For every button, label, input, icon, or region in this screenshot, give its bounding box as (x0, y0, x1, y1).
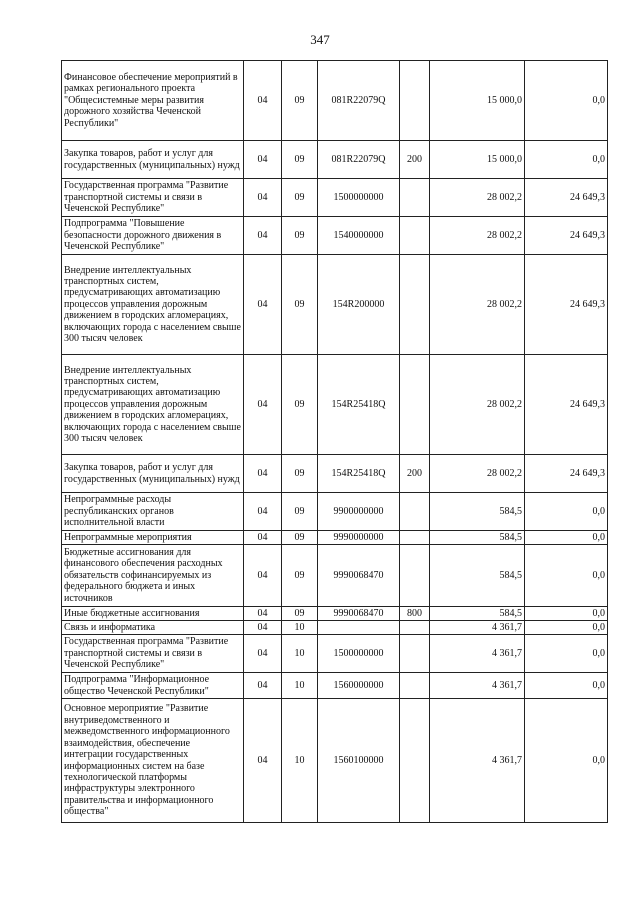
table-row (62, 217, 608, 255)
expense-name: Государственная программа "Развитие транспортной системы и связи в Чеченской Республике" (62, 635, 244, 673)
section-code: 04 (244, 621, 282, 635)
section-code: 04 (244, 699, 282, 823)
section-code: 04 (244, 635, 282, 673)
amount-second: 0,0 (525, 673, 608, 699)
section-code: 04 (244, 179, 282, 217)
expense-name: Непрограммные расходы республиканских органов исполнительной власти (62, 493, 244, 531)
amount-second: 24 649,3 (525, 355, 608, 455)
amount-second: 0,0 (525, 141, 608, 179)
target-article-code: 154R25418Q (318, 355, 400, 455)
table-row (62, 141, 608, 179)
amount-second: 0,0 (525, 699, 608, 823)
target-article-code: 9900000000 (318, 493, 400, 531)
amount-second: 0,0 (525, 607, 608, 621)
section-code: 04 (244, 217, 282, 255)
subsection-code: 10 (282, 621, 318, 635)
section-code: 04 (244, 607, 282, 621)
amount-plan: 4 361,7 (430, 673, 525, 699)
subsection-code: 09 (282, 179, 318, 217)
expense-type-code (400, 621, 430, 635)
expense-name: Закупка товаров, работ и услуг для государственных (муниципальных) нужд (62, 455, 244, 493)
expense-type-code: 800 (400, 607, 430, 621)
amount-plan: 28 002,2 (430, 455, 525, 493)
amount-plan: 584,5 (430, 493, 525, 531)
amount-second: 24 649,3 (525, 217, 608, 255)
table-row (62, 61, 608, 141)
amount-second: 0,0 (525, 545, 608, 607)
amount-second: 24 649,3 (525, 255, 608, 355)
expense-type-code (400, 635, 430, 673)
target-article-code: 1560000000 (318, 673, 400, 699)
table-row (62, 673, 608, 699)
target-article-code (318, 621, 400, 635)
expense-name: Государственная программа "Развитие транспортной системы и связи в Чеченской Республике" (62, 179, 244, 217)
subsection-code: 10 (282, 699, 318, 823)
expense-type-code (400, 61, 430, 141)
amount-plan: 28 002,2 (430, 217, 525, 255)
budget-table (61, 60, 608, 823)
section-code: 04 (244, 673, 282, 699)
table-row (62, 699, 608, 823)
subsection-code: 09 (282, 493, 318, 531)
subsection-code: 09 (282, 355, 318, 455)
target-article-code: 154R200000 (318, 255, 400, 355)
expense-type-code (400, 255, 430, 355)
target-article-code: 1560100000 (318, 699, 400, 823)
expense-name: Внедрение интеллектуальных транспортных систем, предусматривающих автоматизацию процессов управления дорожным движением в городских агломерациях, включающих города с населением свыше 300 тысяч человек (62, 255, 244, 355)
amount-plan: 28 002,2 (430, 355, 525, 455)
amount-second: 24 649,3 (525, 179, 608, 217)
expense-name: Финансовое обеспечение мероприятий в рамках регионального проекта "Общесистемные меры развития дорожного хозяйства Чеченской Республики" (62, 61, 244, 141)
amount-plan: 584,5 (430, 545, 525, 607)
amount-second: 0,0 (525, 531, 608, 545)
subsection-code: 10 (282, 673, 318, 699)
expense-type-code (400, 493, 430, 531)
table-row (62, 635, 608, 673)
expense-type-code: 200 (400, 141, 430, 179)
target-article-code: 1500000000 (318, 635, 400, 673)
subsection-code: 09 (282, 61, 318, 141)
section-code: 04 (244, 493, 282, 531)
expense-name: Закупка товаров, работ и услуг для государственных (муниципальных) нужд (62, 141, 244, 179)
table-row (62, 455, 608, 493)
table-row (62, 607, 608, 621)
table-row (62, 179, 608, 217)
section-code: 04 (244, 531, 282, 545)
amount-second: 0,0 (525, 493, 608, 531)
table-row (62, 255, 608, 355)
section-code: 04 (244, 61, 282, 141)
subsection-code: 09 (282, 255, 318, 355)
target-article-code: 081R22079Q (318, 141, 400, 179)
expense-type-code (400, 217, 430, 255)
expense-name: Внедрение интеллектуальных транспортных систем, предусматривающих автоматизацию процессов управления дорожным движением в городских агломерациях, включающих города с населением свыше 300 тысяч человек (62, 355, 244, 455)
expense-type-code (400, 355, 430, 455)
target-article-code: 1540000000 (318, 217, 400, 255)
subsection-code: 09 (282, 217, 318, 255)
page-number: 347 (310, 32, 330, 47)
table-row (62, 493, 608, 531)
target-article-code: 9990068470 (318, 545, 400, 607)
section-code: 04 (244, 255, 282, 355)
target-article-code: 154R25418Q (318, 455, 400, 493)
expense-name: Бюджетные ассигнования для финансового обеспечения расходных обязательств софинансируемых из федерального бюджета и иных источников (62, 545, 244, 607)
amount-plan: 15 000,0 (430, 61, 525, 141)
subsection-code: 09 (282, 455, 318, 493)
amount-plan: 4 361,7 (430, 621, 525, 635)
amount-plan: 28 002,2 (430, 255, 525, 355)
subsection-code: 09 (282, 531, 318, 545)
amount-plan: 15 000,0 (430, 141, 525, 179)
subsection-code: 09 (282, 545, 318, 607)
expense-type-code (400, 179, 430, 217)
subsection-code: 09 (282, 141, 318, 179)
target-article-code: 1500000000 (318, 179, 400, 217)
expense-type-code (400, 699, 430, 823)
subsection-code: 09 (282, 607, 318, 621)
table-row (62, 621, 608, 635)
target-article-code: 9990068470 (318, 607, 400, 621)
expense-type-code: 200 (400, 455, 430, 493)
target-article-code: 081R22079Q (318, 61, 400, 141)
amount-plan: 28 002,2 (430, 179, 525, 217)
expense-type-code (400, 673, 430, 699)
target-article-code: 9990000000 (318, 531, 400, 545)
amount-plan: 584,5 (430, 531, 525, 545)
amount-plan: 584,5 (430, 607, 525, 621)
expense-name: Подпрограмма "Повышение безопасности дорожного движения в Чеченской Республике" (62, 217, 244, 255)
expense-type-code (400, 531, 430, 545)
expense-name: Иные бюджетные ассигнования (62, 607, 244, 621)
section-code: 04 (244, 355, 282, 455)
amount-second: 24 649,3 (525, 455, 608, 493)
table-row (62, 355, 608, 455)
section-code: 04 (244, 141, 282, 179)
amount-plan: 4 361,7 (430, 635, 525, 673)
table-row (62, 531, 608, 545)
table-row (62, 545, 608, 607)
subsection-code: 10 (282, 635, 318, 673)
expense-name: Подпрограмма "Информационное общество Чеченской Республики" (62, 673, 244, 699)
amount-plan: 4 361,7 (430, 699, 525, 823)
expense-type-code (400, 545, 430, 607)
section-code: 04 (244, 455, 282, 493)
expense-name: Основное мероприятие "Развитие внутриведомственного и межведомственного информационного взаимодействия, обеспечение интеграции государственных информационных систем на базе технологической платформы инфраструктуры электронного правительства и информационного общества" (62, 699, 244, 823)
amount-second: 0,0 (525, 61, 608, 141)
expense-name: Связь и информатика (62, 621, 244, 635)
section-code: 04 (244, 545, 282, 607)
amount-second: 0,0 (525, 621, 608, 635)
expense-name: Непрограммные мероприятия (62, 531, 244, 545)
amount-second: 0,0 (525, 635, 608, 673)
